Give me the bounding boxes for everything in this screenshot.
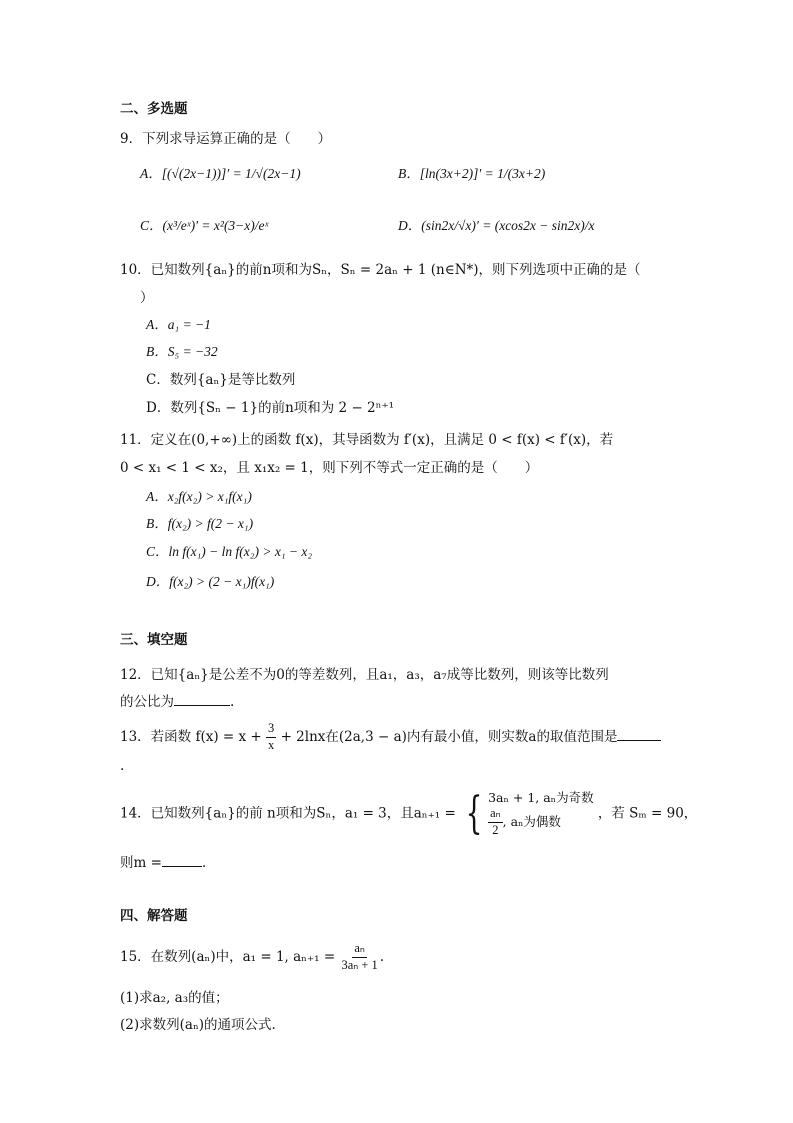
question-15-part-1: (1)求a₂, a₃的值； — [120, 990, 229, 1006]
fraction-denominator: x — [268, 737, 275, 752]
question-14-line2-text: 则m = — [120, 855, 162, 871]
question-14-pre: 14．已知数列{aₙ}的前 n项和为Sₙ，a₁ = 3，且aₙ₊₁ = — [120, 805, 456, 822]
question-12-line1: 12．已知{aₙ}是公差不为0的等差数列，且a₁，a₃，a₇成等比数列，则该等比数列 — [120, 667, 609, 683]
question-9-stem: 9．下列求导运算正确的是（ ） — [120, 131, 332, 147]
piecewise-case-even-fraction — [488, 807, 503, 838]
question-11-stem: 11．定义在(0,+∞)上的函数 f(x)，其导函数为 f′(x)，且满足 0 < f(x) < f′(x)，若 — [120, 432, 614, 448]
fraction-denominator: 2 — [492, 822, 499, 837]
question-15-pre: 15．在数列(aₙ)中，a₁ = 1, aₙ₊₁ = — [120, 948, 336, 965]
question-10-stem-close: ） — [140, 290, 154, 306]
question-12-line2: 的公比为 . — [120, 694, 235, 710]
question-11-option-c: C．ln f(x₁) − ln f(x₂) > x₁ − x₂ — [146, 544, 313, 559]
question-10-option-c: C．数列{aₙ}是等比数列 — [146, 372, 296, 388]
question-10-option-b: B．S₅ = −32 — [146, 344, 218, 359]
question-10-option-d: D．数列{Sₙ − 1}的前n项和为 2 − 2ⁿ⁺¹ — [146, 400, 395, 416]
question-9-option-a: A．[(√(2x−1))]′ = 1/√(2x−1) — [140, 166, 301, 181]
question-10-option-a: A．a₁ = −1 — [146, 317, 211, 332]
question-15-part-2: (2)求数列(aₙ)的通项公式. — [120, 1017, 276, 1033]
question-9-option-b: B．[ln(3x+2)]′ = 1/(3x+2) — [398, 166, 546, 181]
fraction-denominator: 3aₙ + 1 — [341, 957, 378, 972]
question-11-option-a: A．x₂f(x₂) > x₁f(x₁) — [146, 489, 252, 504]
question-13-fraction — [266, 722, 276, 753]
question-15-fraction — [339, 942, 379, 973]
piecewise-case-odd: 3aₙ + 1, aₙ为奇数 — [488, 790, 594, 805]
question-15-stem — [120, 942, 384, 973]
question-11-stem-line2: 0 < x₁ < 1 < x₂，且 x₁x₂ = 1，则下列不等式一定正确的是（ ） — [120, 460, 539, 476]
question-13-post: + 2lnx在(2a,3 − a)内有最小值，则实数a的取值范围是 — [280, 728, 618, 745]
section-heading-answer: 四、解答题 — [120, 908, 188, 924]
question-14-stem — [120, 787, 698, 839]
fraction-numerator: aₙ — [488, 807, 503, 823]
answer-blank — [617, 728, 661, 741]
fraction-numerator: aₙ — [352, 942, 367, 958]
question-15-post: . — [379, 948, 385, 965]
question-13-line2: . — [120, 758, 125, 774]
question-14-line2: 则m = . — [120, 855, 207, 871]
question-9-option-d: D．(sin2x/√x)′ = (xcos2x − sin2x)/x — [398, 218, 595, 233]
answer-blank — [162, 854, 202, 867]
question-12-line2-text: 的公比为 — [120, 694, 174, 710]
answer-blank — [174, 693, 230, 706]
left-brace-icon: { — [465, 787, 483, 839]
piecewise-case-even: , aₙ为偶数 — [502, 813, 561, 829]
section-heading-multiple-choice: 二、多选题 — [120, 101, 188, 117]
question-9-option-c: C．(x³/eˣ)′ = x²(3−x)/eˣ — [140, 218, 269, 233]
question-11-option-b: B．f(x₂) > f(2 − x₁) — [146, 516, 254, 531]
question-11-option-d: D．f(x₂) > (2 − x₁)f(x₁) — [146, 574, 275, 589]
question-13-pre: 13．若函数 f(x) = x + — [120, 728, 262, 745]
section-heading-fill-blank: 三、填空题 — [120, 632, 188, 648]
question-13-stem — [120, 722, 661, 753]
fraction-numerator: 3 — [266, 722, 276, 738]
question-10-stem: 10．已知数列{aₙ}的前n项和为Sₙ，Sₙ = 2aₙ + 1 (n∈N*)，则下列选项中正确的是（ — [120, 262, 641, 278]
question-14-post: ，若 Sₘ = 90， — [597, 805, 698, 822]
question-14-piecewise — [460, 787, 594, 839]
